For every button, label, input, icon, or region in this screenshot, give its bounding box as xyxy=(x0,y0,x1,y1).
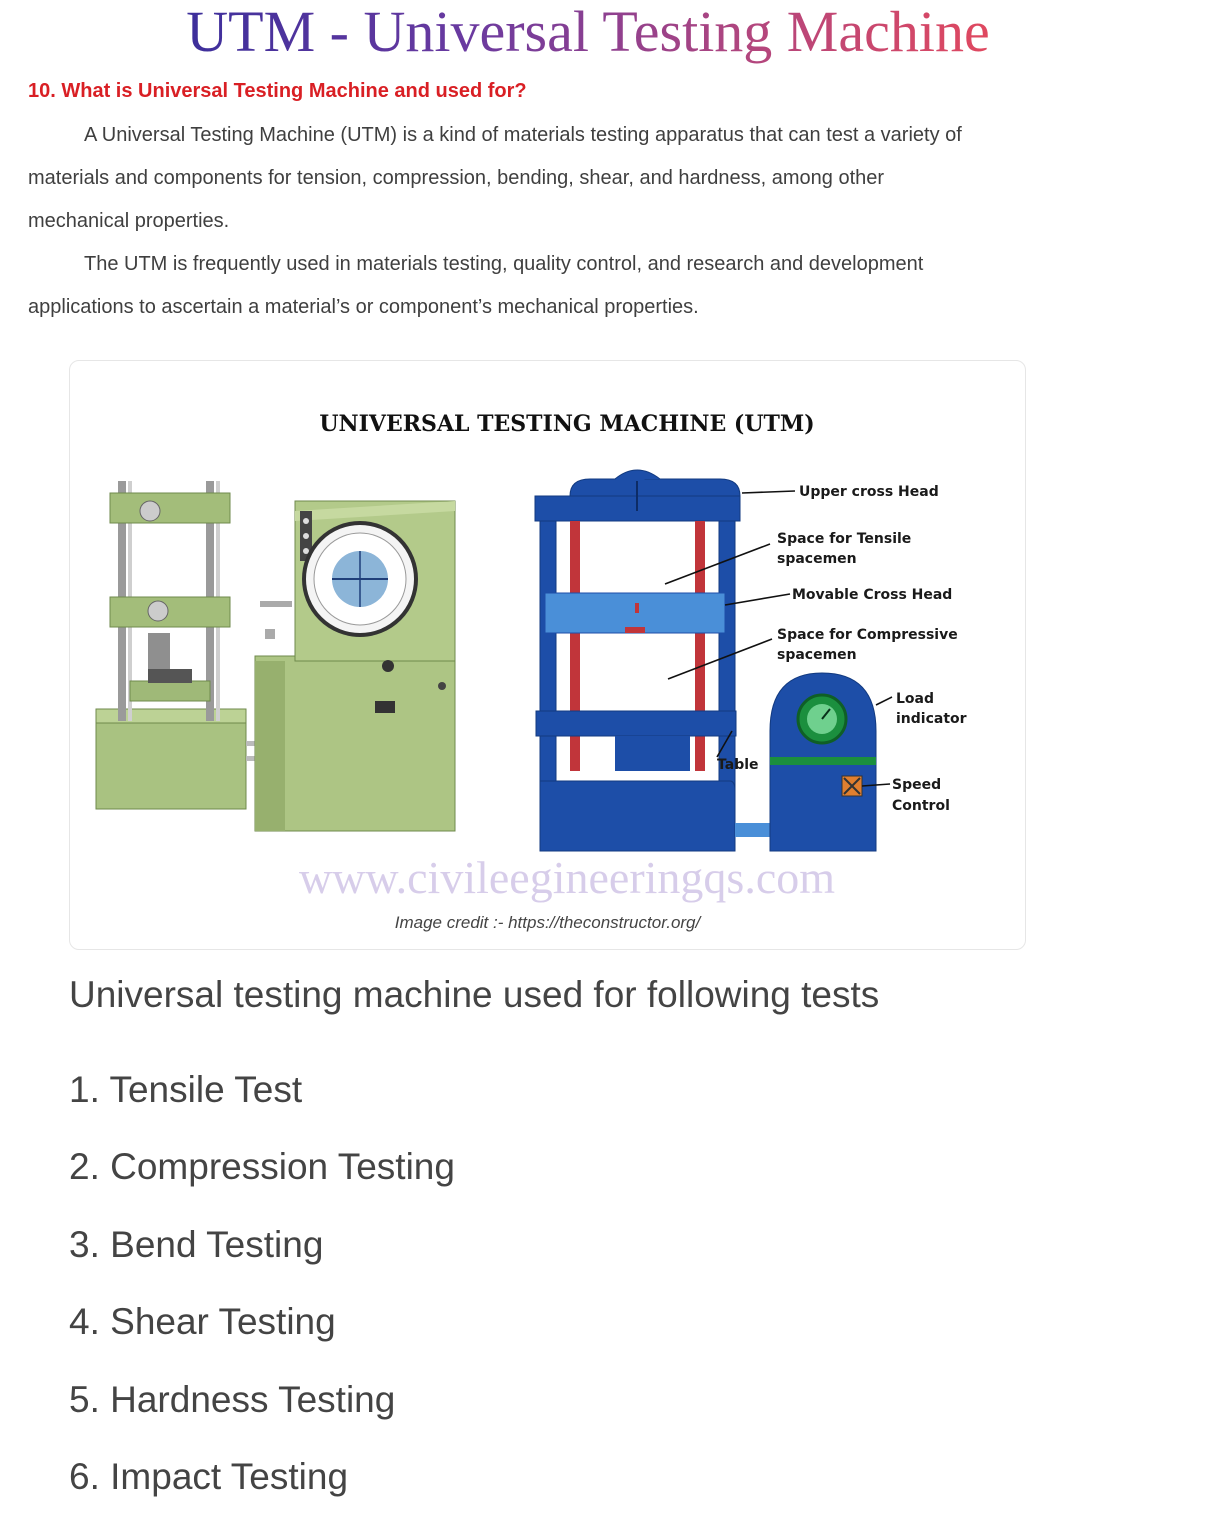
utm-illustration xyxy=(70,361,1025,949)
label-tensile-2: spacemen xyxy=(777,551,857,567)
label-upper-cross-head: Upper cross Head xyxy=(799,484,939,500)
question-heading: 10. What is Universal Testing Machine and used for? xyxy=(28,80,527,102)
label-speed-control: Speed xyxy=(892,777,942,793)
label-load-indicator: Load xyxy=(896,691,935,707)
paragraph-usage xyxy=(28,243,1088,329)
utm-diagram xyxy=(535,470,967,851)
list-item: 6. Impact Testing xyxy=(69,1455,349,1497)
list-item: 5. Hardness Testing xyxy=(69,1378,396,1420)
label-compressive: Space for Compressive xyxy=(777,627,958,643)
label-load-indicator-2: indicator xyxy=(896,711,967,727)
tests-intro: Universal testing machine used for following tests xyxy=(69,974,880,1015)
paragraph-line: applications to ascertain a material’s or component’s mechanical properties. xyxy=(28,296,699,318)
figure-card xyxy=(69,360,1026,950)
paragraph-line: The UTM is frequently used in materials testing, quality control, and research and development xyxy=(84,253,924,275)
list-item: 4. Shear Testing xyxy=(69,1301,336,1343)
watermark-text: www.civileegineeringqs.com xyxy=(298,852,836,903)
list-item: 3. Bend Testing xyxy=(69,1223,324,1265)
list-item: 1. Tensile Test xyxy=(69,1069,303,1110)
figure-title: UNIVERSAL TESTING MACHINE (UTM) xyxy=(319,411,815,437)
paragraph-line: mechanical properties. xyxy=(28,210,230,232)
paragraph-line: materials and components for tension, compression, bending, shear, and hardness, among other xyxy=(28,167,885,189)
list-item: 2. Compression Testing xyxy=(69,1146,455,1188)
label-speed-control-2: Control xyxy=(892,798,950,814)
image-credit: Image credit :- https://theconstructor.org/ xyxy=(394,913,701,932)
paragraph-line: A Universal Testing Machine (UTM) is a kind of materials testing apparatus that can test a variety of xyxy=(84,124,962,146)
utm-photo xyxy=(96,481,455,831)
label-movable-cross-head: Movable Cross Head xyxy=(792,587,953,603)
paragraph-definition xyxy=(28,114,1088,243)
label-compressive-2: spacemen xyxy=(777,647,857,663)
label-table: Table xyxy=(717,757,759,773)
label-tensile: Space for Tensile xyxy=(777,531,912,547)
tests-list xyxy=(69,1051,455,1515)
page-banner-title: UTM - Universal Testing Machine xyxy=(186,0,990,64)
